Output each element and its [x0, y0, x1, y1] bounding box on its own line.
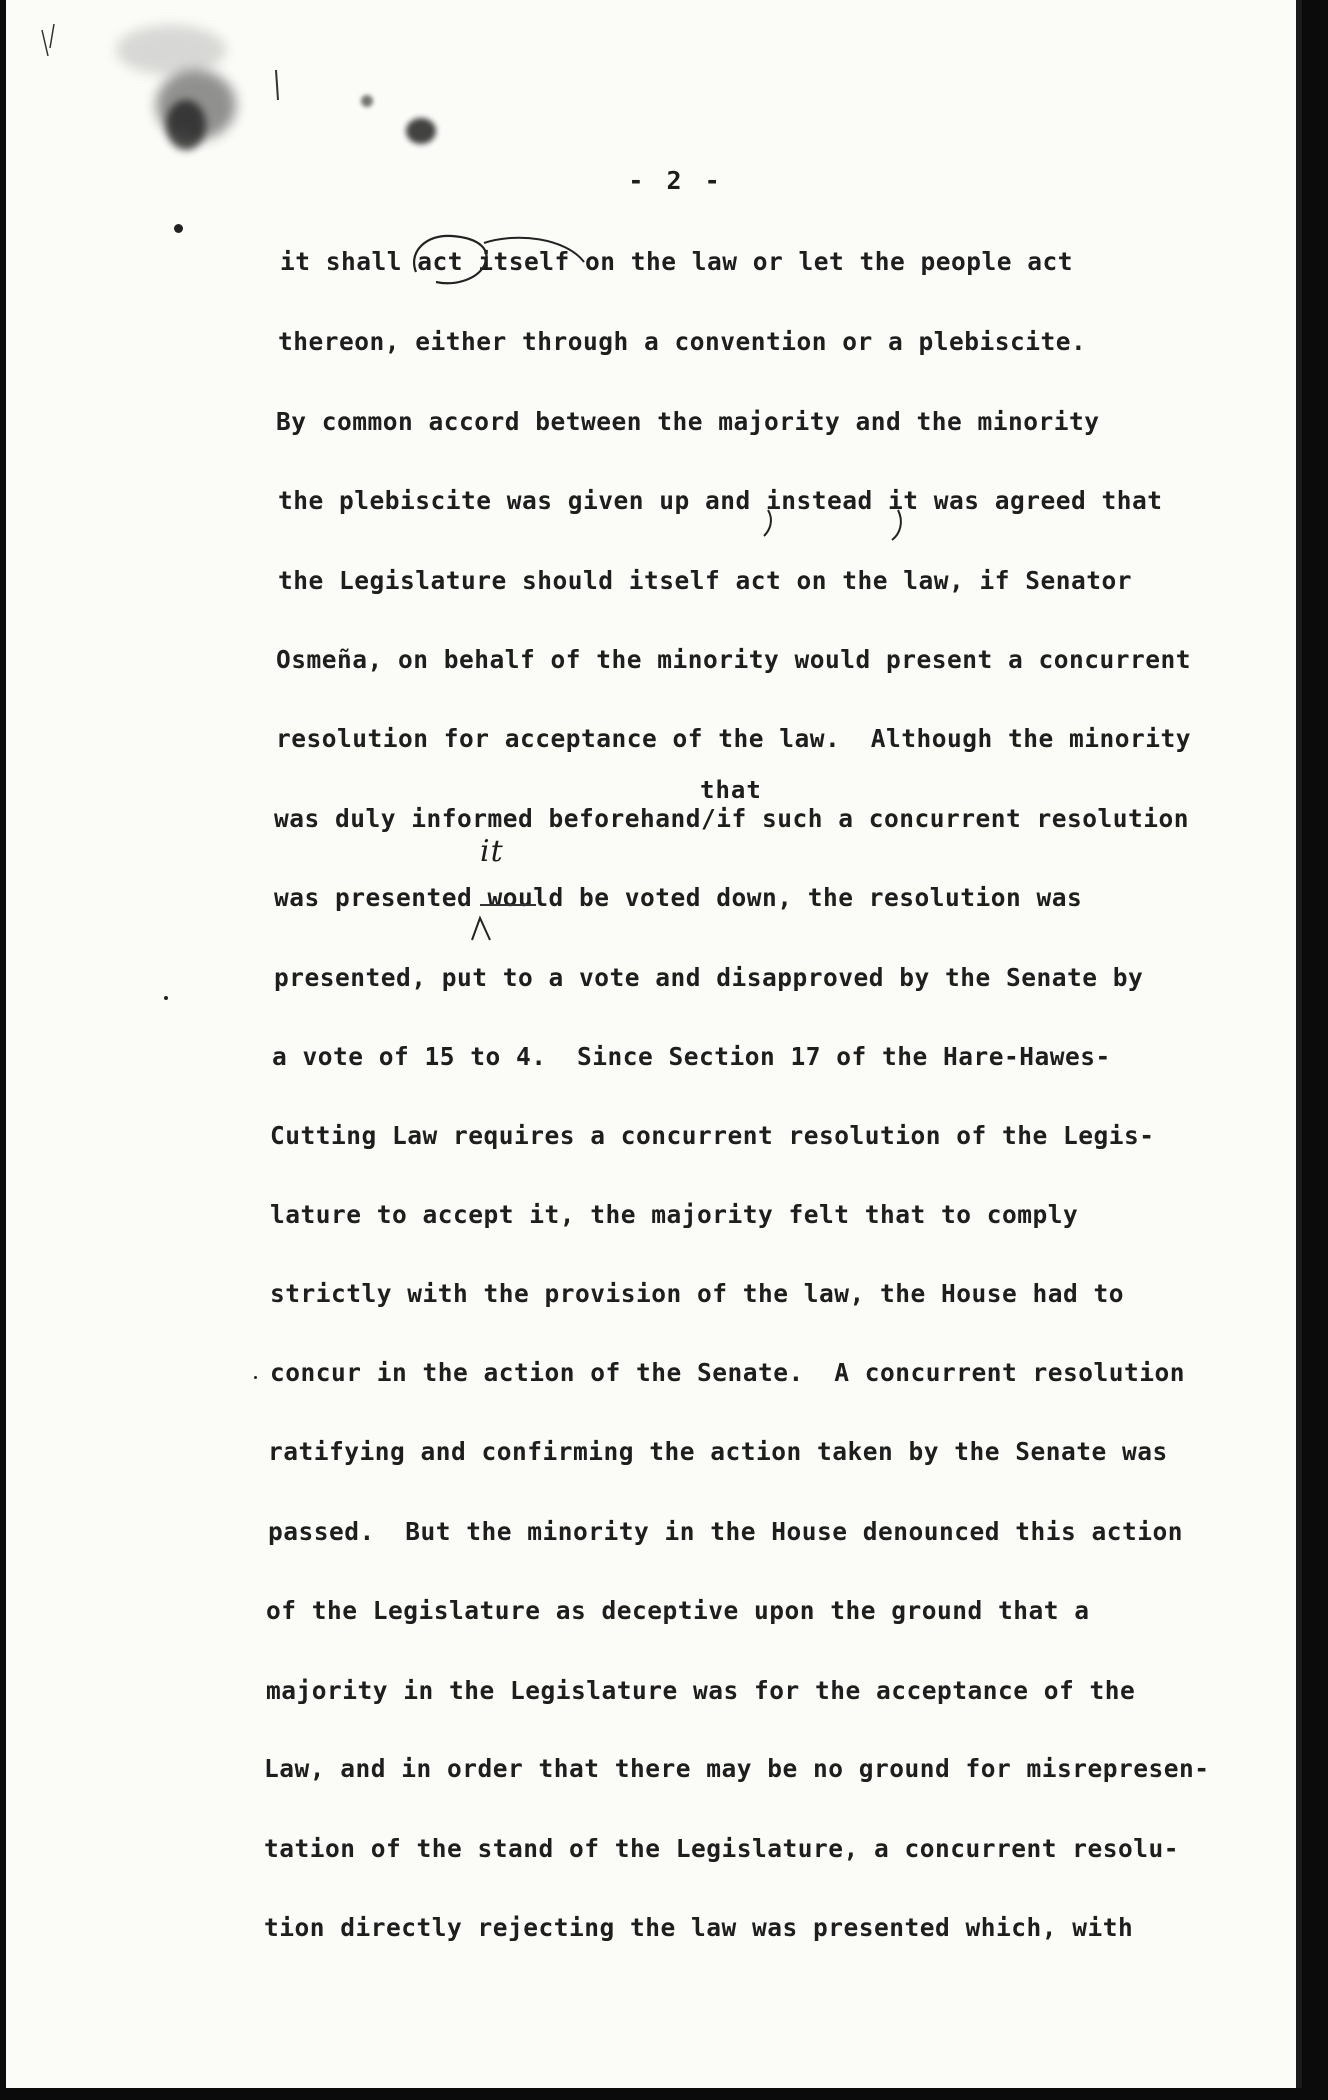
page-number: - 2 -	[628, 166, 724, 195]
text-line: of the Legislature as deceptive upon the ground that a	[266, 1596, 1090, 1625]
text-line: Osmeña, on behalf of the minority would present a concurrent	[276, 645, 1192, 674]
text-line: ratifying and confirming the action taken by the Senate was	[268, 1437, 1168, 1466]
text-line: passed. But the minority in the House denounced this action	[268, 1517, 1184, 1546]
text-line: resolution for acceptance of the law. Although the minority	[276, 724, 1192, 753]
text-line: By common accord between the majority and the minority	[276, 407, 1100, 436]
text-line: lature to accept it, the majority felt that to comply	[270, 1200, 1079, 1229]
text-line: Cutting Law requires a concurrent resolution of the Legis-	[270, 1121, 1155, 1150]
text-line: tion directly rejecting the law was presented which, with	[264, 1913, 1134, 1942]
text-line: the Legislature should itself act on the law, if Senator	[278, 566, 1133, 595]
text-line: tation of the stand of the Legislature, a concurrent resolu-	[264, 1834, 1180, 1863]
text-line: Law, and in order that there may be no ground for misrepresen-	[264, 1754, 1210, 1783]
text-line: concur in the action of the Senate. A concurrent resolution	[270, 1358, 1186, 1387]
text-line: was presented would be voted down, the resolution was	[274, 883, 1083, 912]
text-line: presented, put to a vote and disapproved by the Senate by	[274, 963, 1144, 992]
text-line: a vote of 15 to 4. Since Section 17 of the Hare-Hawes-	[272, 1042, 1111, 1071]
text-line: strictly with the provision of the law, the House had to	[270, 1279, 1125, 1308]
text-line: was duly informed beforehand/if such a concurrent resolution	[274, 804, 1190, 833]
text-line: majority in the Legislature was for the acceptance of the	[266, 1676, 1136, 1705]
typed-insertion-that: that	[700, 776, 762, 804]
text-line: thereon, either through a convention or a plebiscite.	[278, 327, 1087, 356]
handwritten-insertion-it: it	[480, 834, 504, 869]
document-page	[6, 0, 1302, 2088]
text-line: the plebiscite was given up and instead it was agreed that	[278, 486, 1163, 515]
text-line: it shall act itself on the law or let the people act	[280, 247, 1074, 276]
typed-body-text	[6, 0, 1302, 2088]
